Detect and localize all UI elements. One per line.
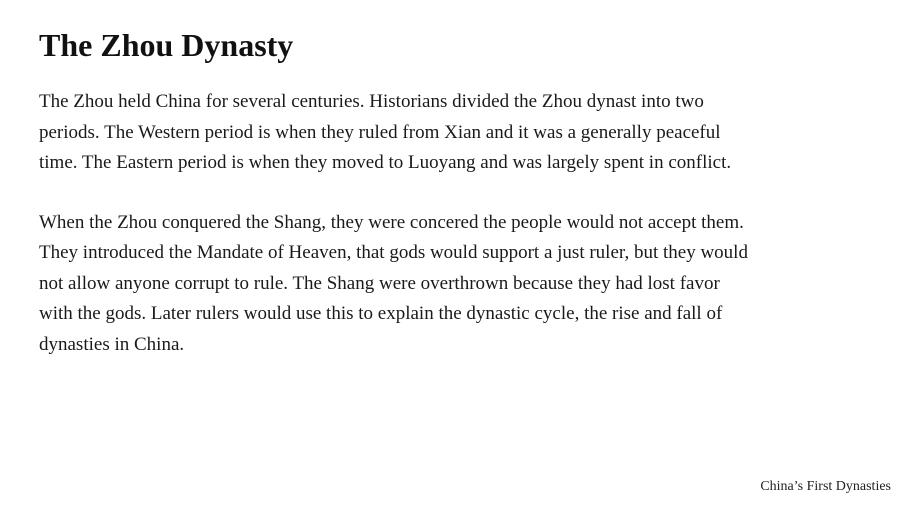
paragraph-line: dynasties in China. — [39, 333, 185, 355]
paragraph-western-eastern-periods — [39, 87, 869, 179]
paragraph-line: The Zhou held China for several centuries. Historians divided the Zhou dynast into two — [39, 91, 704, 112]
paragraph-line: with the gods. Later rulers would use this to explain the dynastic cycle, the rise and fall of — [39, 303, 723, 324]
paragraph-line: periods. The Western period is when they ruled from Xian and it was a generally peaceful — [39, 121, 721, 143]
paragraph-line: They introduced the Mandate of Heaven, that gods would support a just ruler, but they would — [39, 242, 748, 263]
paragraph-line: When the Zhou conquered the Shang, they were concered the people would not accept them. — [39, 211, 744, 233]
slide-title: The Zhou Dynasty — [39, 27, 294, 63]
paragraph-mandate-of-heaven — [39, 208, 869, 361]
slide-body — [39, 87, 869, 389]
paragraph-line: not allow anyone corrupt to rule. The Shang were overthrown because they had lost favor — [39, 272, 720, 294]
slide-footer: China’s First Dynasties — [760, 479, 891, 494]
paragraph-line: time. The Eastern period is when they moved to Luoyang and was largely spent in conflict. — [39, 152, 732, 173]
